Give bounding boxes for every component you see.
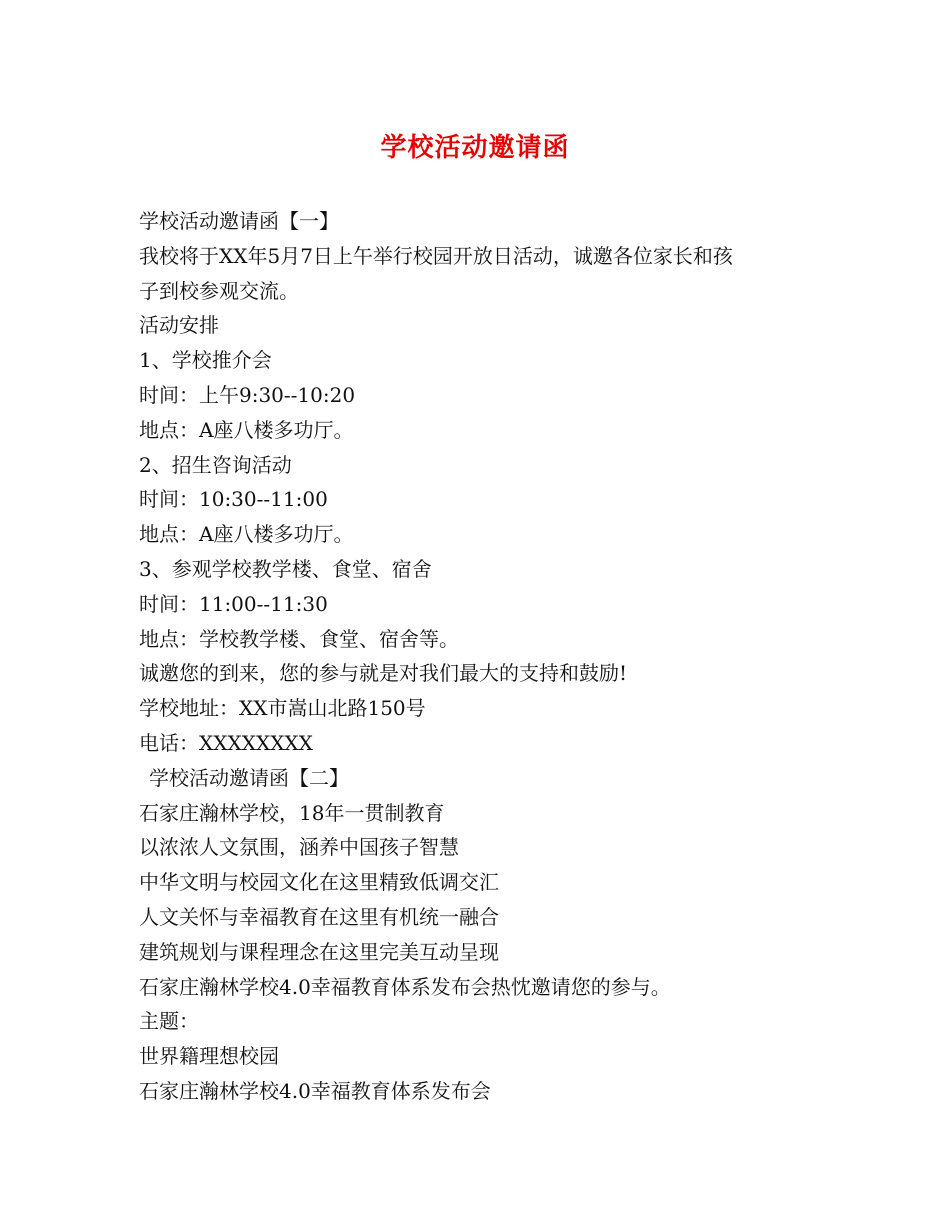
theme-line: 石家庄瀚林学校4.0幸福教育体系发布会 — [139, 1078, 491, 1103]
schedule-item-time: 时间：11:00--11:30 — [139, 591, 328, 616]
schedule-item-location: 地点：A座八楼多功厅。 — [139, 417, 354, 442]
schedule-item-time: 时间：上午9:30--10:20 — [139, 382, 356, 407]
theme-label: 主题： — [139, 1009, 199, 1034]
paragraph-line: 我校将于XX年5月7日上午举行校园开放日活动，诚邀各位家长和孩 — [139, 243, 733, 268]
schedule-item-time: 时间：10:30--11:00 — [139, 487, 328, 512]
invitation-closing: 诚邀您的到来，您的参与就是对我们最大的支持和鼓励! — [139, 661, 628, 686]
document-title: 学校活动邀请函 — [380, 133, 570, 163]
theme-line: 世界籍理想校园 — [139, 1044, 279, 1069]
school-phone: 电话：XXXXXXXX — [139, 730, 313, 755]
schedule-item-title: 2、招生咨询活动 — [139, 452, 292, 477]
document-body — [139, 204, 839, 1109]
paragraph-line: 中华文明与校园文化在这里精致低调交汇 — [139, 870, 499, 895]
paragraph-line: 子到校参观交流。 — [139, 278, 299, 303]
paragraph-line: 人文关怀与幸福教育在这里有机统一融合 — [139, 904, 499, 929]
schedule-heading: 活动安排 — [139, 313, 219, 338]
schedule-item-location: 地点：学校教学楼、食堂、宿舍等。 — [139, 626, 459, 651]
paragraph-line: 建筑规划与课程理念在这里完美互动呈现 — [139, 939, 499, 964]
school-address: 学校地址：XX市嵩山北路150号 — [139, 696, 426, 721]
section-heading-one: 学校活动邀请函【一】 — [139, 209, 339, 233]
paragraph-line: 石家庄瀚林学校，18年一贯制教育 — [139, 800, 445, 825]
schedule-item-location: 地点：A座八楼多功厅。 — [139, 522, 354, 547]
paragraph-line: 石家庄瀚林学校4.0幸福教育体系发布会热忱邀请您的参与。 — [139, 974, 671, 999]
schedule-item-title: 1、学校推介会 — [139, 348, 272, 373]
schedule-item-title: 3、参观学校教学楼、食堂、宿舍 — [139, 556, 432, 581]
section-heading-two: 学校活动邀请函【二】 — [149, 765, 349, 790]
paragraph-line: 以浓浓人文氛围，涵养中国孩子智慧 — [139, 835, 459, 860]
